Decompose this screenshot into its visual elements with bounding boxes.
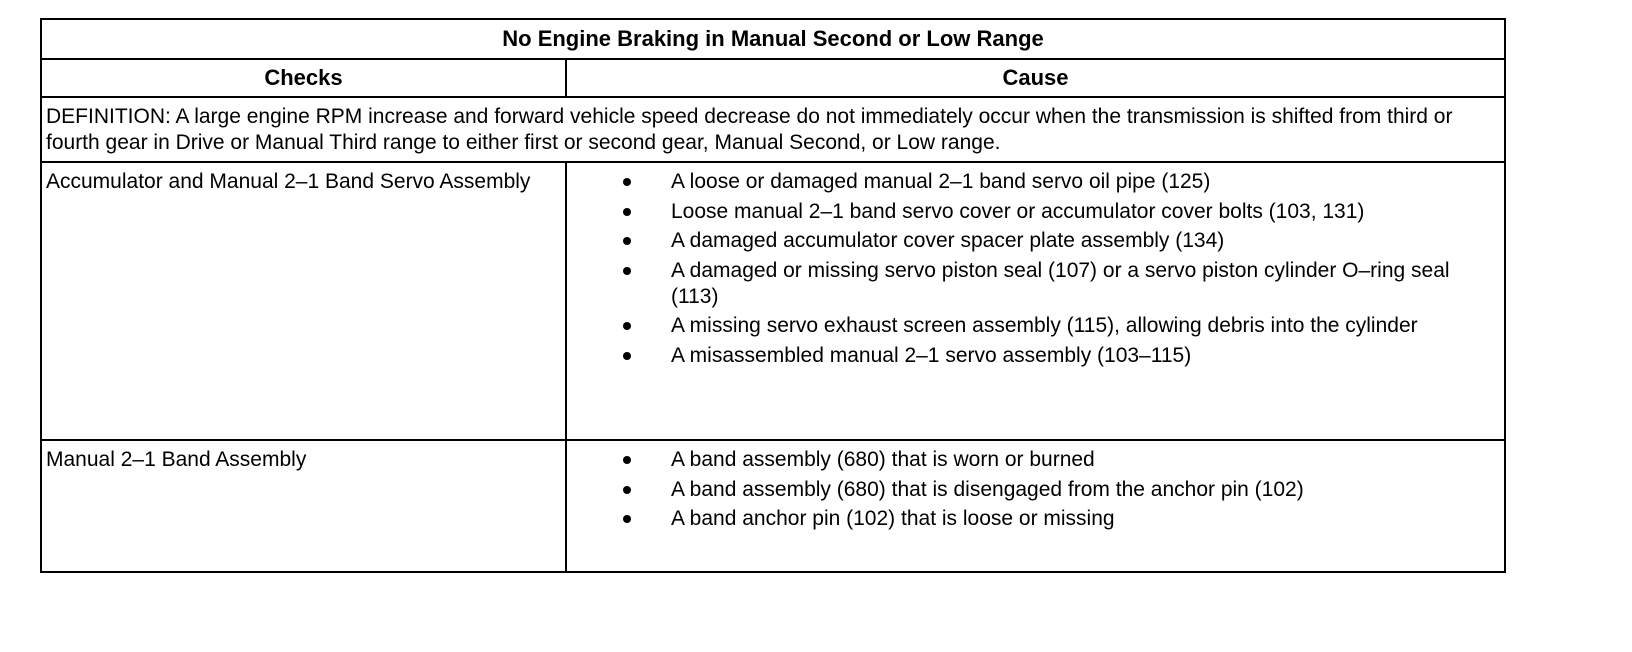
check-cell: Manual 2–1 Band Assembly bbox=[41, 440, 566, 572]
cause-text: A missing servo exhaust screen assembly (115), allowing debris into the cylinder bbox=[671, 314, 1418, 338]
cause-cell bbox=[566, 440, 1505, 572]
bullet-icon bbox=[623, 267, 631, 275]
list-item bbox=[567, 169, 1496, 195]
list-item bbox=[567, 343, 1496, 369]
cause-text: A band anchor pin (102) that is loose or missing bbox=[671, 507, 1115, 531]
bullet-icon bbox=[623, 456, 631, 464]
check-cell: Accumulator and Manual 2–1 Band Servo Assembly bbox=[41, 162, 566, 440]
cause-text: A loose or damaged manual 2–1 band servo oil pipe (125) bbox=[671, 170, 1211, 194]
cause-list bbox=[567, 447, 1496, 532]
cause-header: Cause bbox=[566, 59, 1505, 97]
cause-text: Loose manual 2–1 band servo cover or accumulator cover bolts (103, 131) bbox=[671, 199, 1365, 223]
cause-text: A damaged or missing servo piston seal (107) or a servo piston cylinder O–ring seal (113) bbox=[671, 259, 1450, 308]
bullet-icon bbox=[623, 352, 631, 360]
bullet-icon bbox=[623, 486, 631, 494]
list-item bbox=[567, 506, 1496, 532]
list-item bbox=[567, 228, 1496, 254]
table-row bbox=[41, 162, 1505, 440]
list-item bbox=[567, 258, 1496, 309]
checks-header: Checks bbox=[41, 59, 566, 97]
definition-row bbox=[41, 97, 1505, 162]
list-item bbox=[567, 447, 1496, 473]
list-item bbox=[567, 199, 1496, 225]
bullet-icon bbox=[623, 178, 631, 186]
cause-cell bbox=[566, 162, 1505, 440]
bullet-icon bbox=[623, 322, 631, 330]
bullet-icon bbox=[623, 237, 631, 245]
cause-text: A band assembly (680) that is worn or burned bbox=[671, 448, 1095, 472]
title-row bbox=[41, 19, 1505, 59]
cause-text: A misassembled manual 2–1 servo assembly (103–115) bbox=[671, 343, 1192, 367]
cause-text: A damaged accumulator cover spacer plate assembly (134) bbox=[671, 229, 1225, 253]
header-row bbox=[41, 59, 1505, 97]
table-row bbox=[41, 440, 1505, 572]
diagnosis-table bbox=[40, 18, 1506, 573]
bullet-icon bbox=[623, 208, 631, 216]
cause-text: A band assembly (680) that is disengaged from the anchor pin (102) bbox=[671, 477, 1304, 501]
definition-text: DEFINITION: A large engine RPM increase and forward vehicle speed decrease do not immediately occur when the transmission is shifted from third or fourth gear in Drive or Manual Third range to either first or second gear, Manual Second, or Low range. bbox=[41, 97, 1505, 162]
list-item bbox=[567, 477, 1496, 503]
cause-list bbox=[567, 169, 1496, 368]
bullet-icon bbox=[623, 515, 631, 523]
table-title: No Engine Braking in Manual Second or Low Range bbox=[41, 19, 1505, 59]
list-item bbox=[567, 313, 1496, 339]
